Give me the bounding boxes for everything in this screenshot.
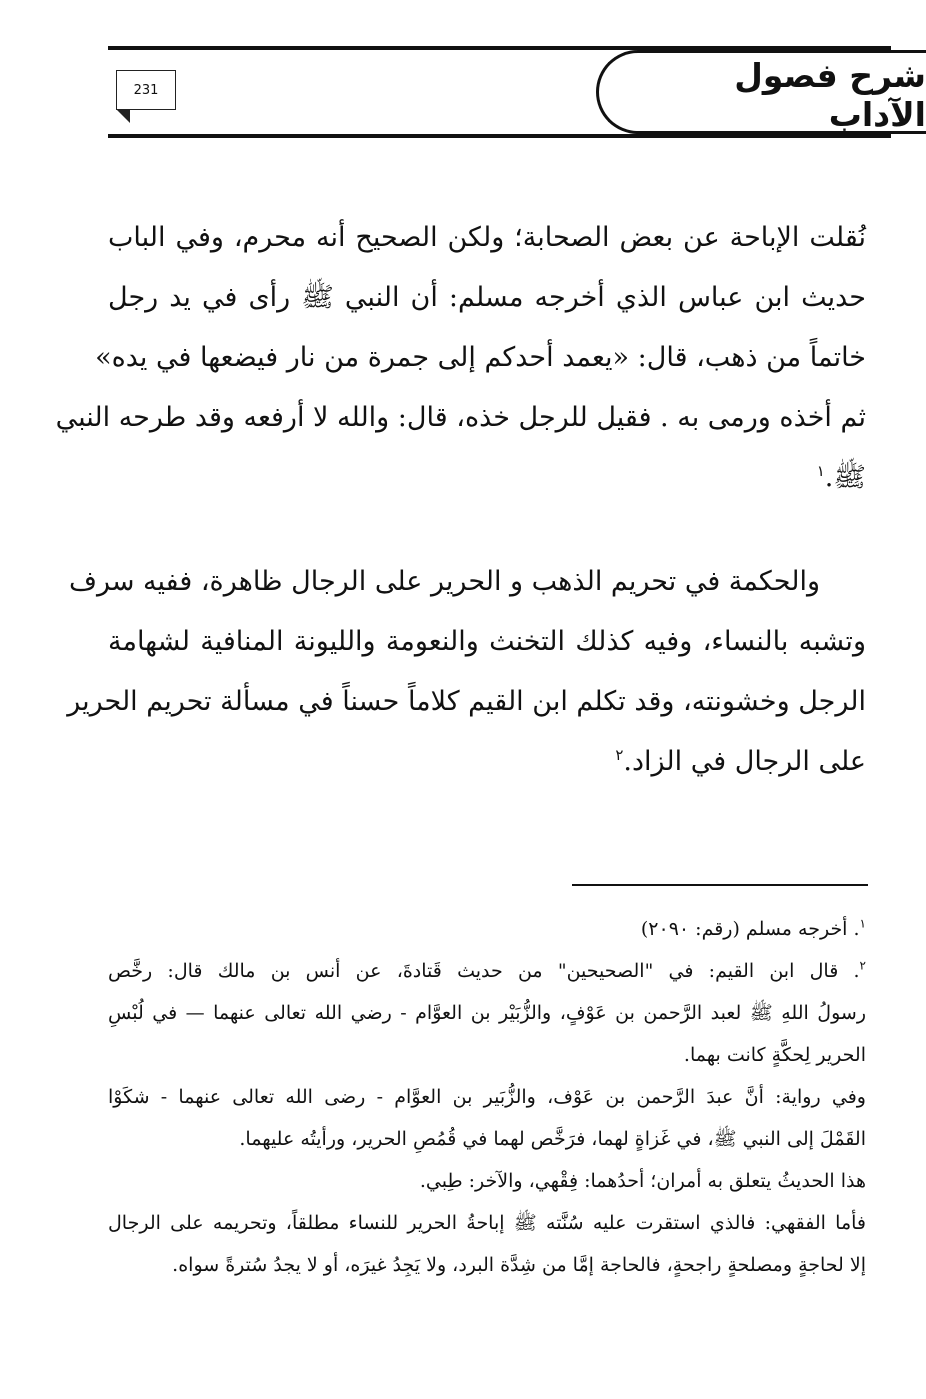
footnote-marker: ١: [859, 916, 866, 931]
paragraph-line: ثم أخذه ورمى به . فقيل للرجل خذه، قال: والله لا أرفعه وقد طرحه النبي: [55, 402, 866, 433]
paragraph-line: نُقلت الإباحة عن بعض الصحابة؛ ولكن الصحيح أنه محرم، وفي الباب: [108, 222, 866, 253]
header-title-box: [596, 50, 926, 134]
paragraph-line: [108, 732, 866, 792]
footnote-2: [108, 950, 866, 992]
footnote-text: . قال ابن القيم: في "الصحيحين" من حديث قَتادةَ، عن أنس بن مالك قال: رخَّص: [108, 960, 860, 982]
footnote-1: [108, 908, 866, 950]
paragraph-1: [55, 208, 866, 508]
footnote-text: وفي رواية: أنَّ عبدَ الرَّحمن بن عَوْف، والزُّبَير بن العوَّام - رضى الله تعالى عنهما - شكَوْا: [108, 1086, 866, 1108]
footnote-separator: [572, 884, 868, 886]
footnote-ref-2: ٢: [615, 746, 624, 764]
paragraph-last-text: على الرجال في الزاد.: [623, 746, 866, 777]
footnote-marker: ٢: [859, 958, 866, 973]
paragraph-line: خاتماً من ذهب، قال: «يعمد أحدكم إلى جمرة من نار فيضعها في يده»: [95, 342, 866, 373]
footnote-text: إلا لحاجةٍ ومصلحةٍ راجحةٍ، فالحاجة إمَّا من شِدَّة البرد، ولا يَجِدُ غيرَه، أو لا يجدُ سُترةً سواه.: [172, 1254, 866, 1276]
page-number: 231: [133, 82, 159, 98]
paragraph-line: والحكمة في تحريم الذهب و الحرير على الرجال ظاهرة، ففيه سرف: [68, 566, 820, 597]
paragraph-line: [108, 448, 866, 508]
footnote-text: . أخرجه مسلم (رقم: ٢٠٩٠): [640, 918, 860, 940]
paragraph-line: وتشبه بالنساء، وفيه كذلك التخنث والنعومة والليونة المنافية لشهامة: [108, 626, 866, 657]
paragraph-2: [67, 552, 866, 792]
footnote-ref-1: ١: [816, 462, 825, 480]
book-title: شرح فصول الآداب: [734, 56, 926, 134]
footnote-text: هذا الحديثُ يتعلق به أمران؛ أحدُهما: فِقْهي، والآخر: طِبي.: [419, 1170, 866, 1192]
footnote-text: فأما الفقهي: فالذي استقرت عليه سُنَّته ﷺ إباحةُ الحرير للنساء مطلقاً، وتحريمه على الرجال: [108, 1212, 866, 1234]
footnote-text: الحرير لِحكَّةٍ كانت بهما.: [683, 1044, 866, 1066]
paragraph-last-text: ﷺ.: [824, 462, 866, 493]
footnote-text: القَمْلَ إلى النبي ﷺ، في غَزاةٍ لهما، فرَخَّص لهما في قُمُصِ الحرير، ورأيتُه عليهما.: [239, 1128, 866, 1150]
paragraph-line: حديث ابن عباس الذي أخرجه مسلم: أن النبي ﷺ رأى في يد رجل: [108, 282, 866, 313]
page-corner-fold-icon: [116, 109, 130, 123]
page-number-box: [116, 70, 176, 110]
footnote-text: رسولُ اللهِ ﷺ لعبد الرَّحمن بن عَوْفٍ، والزُّبَيْر بن العوَّام - رضي الله تعالى عنهما — في لُبْسِ: [108, 1002, 866, 1024]
footnotes: [108, 908, 866, 1286]
paragraph-line: الرجل وخشونته، وقد تكلم ابن القيم كلاماً حسناً في مسألة تحريم الحرير: [67, 686, 866, 717]
